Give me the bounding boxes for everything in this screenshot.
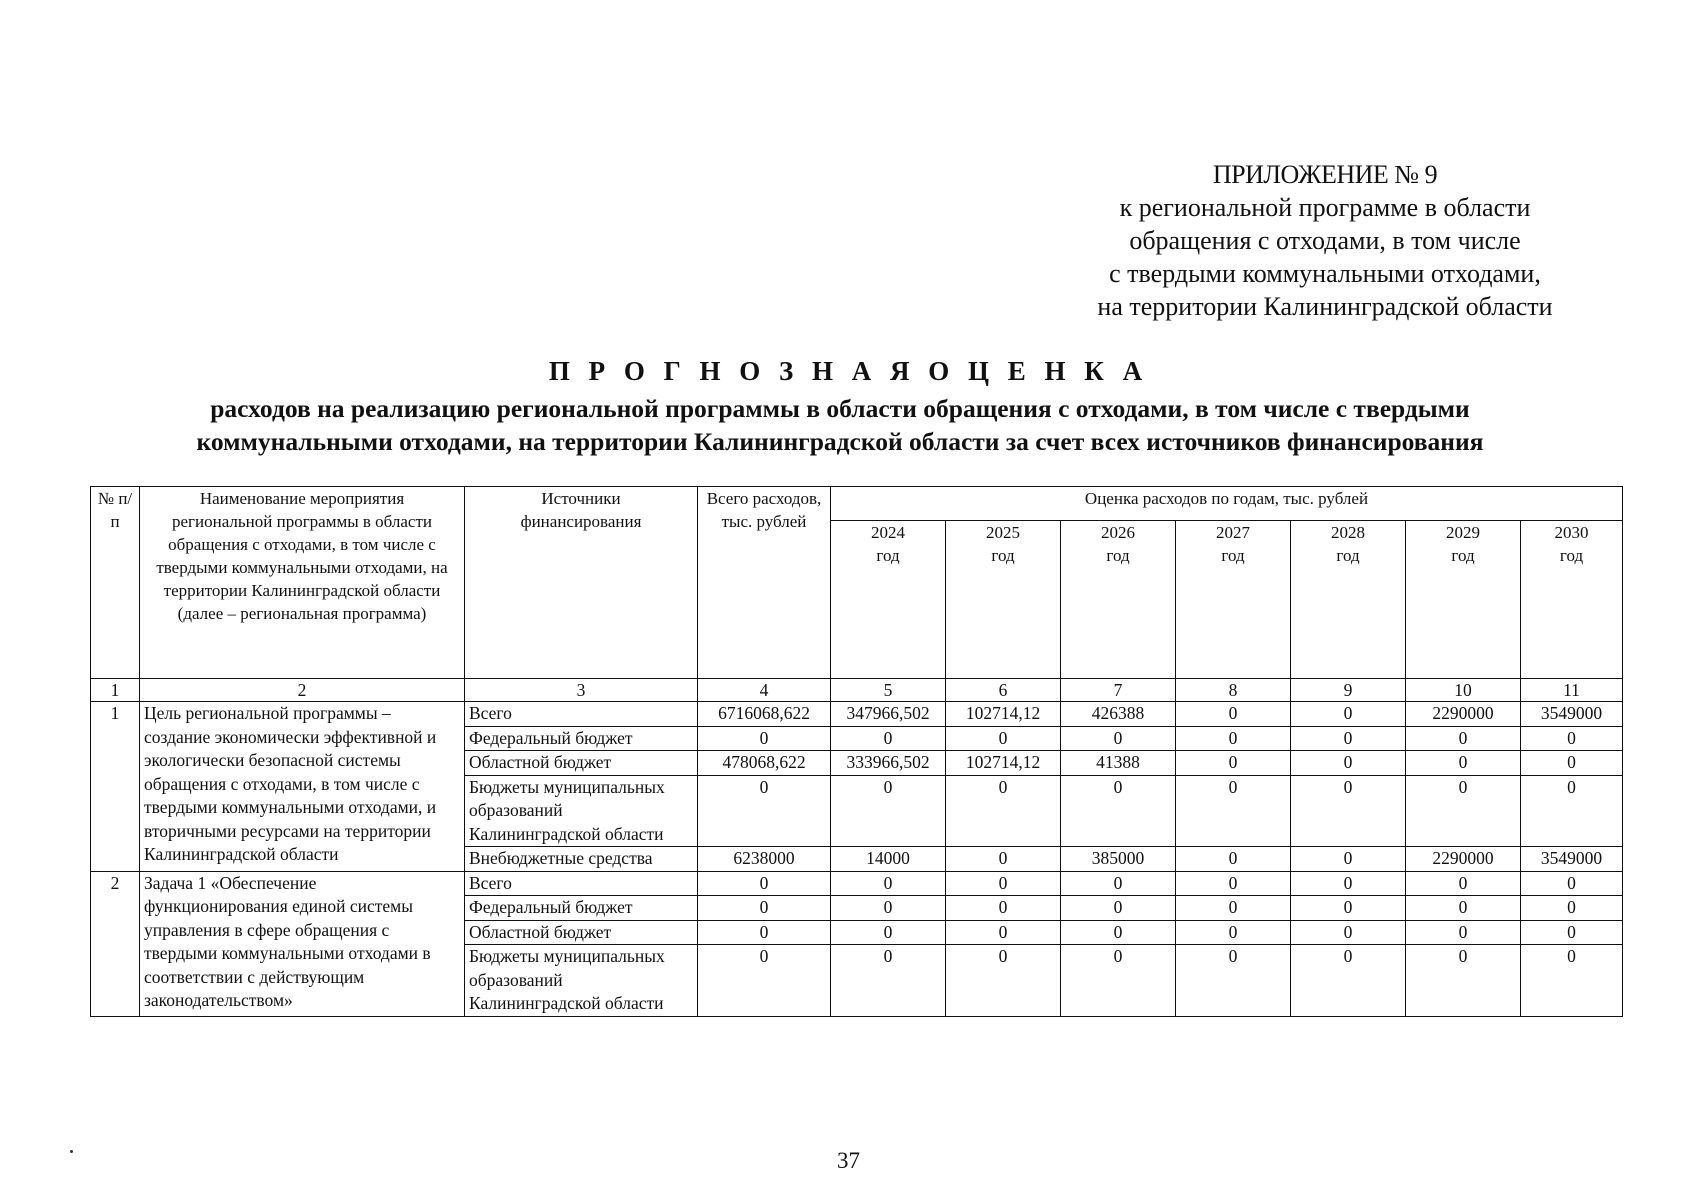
year-value: 0 bbox=[1291, 726, 1406, 751]
year-value: 0 bbox=[1521, 896, 1623, 921]
header-year-2029: 2029 год bbox=[1406, 521, 1521, 679]
appendix-line: на территории Калининградской области bbox=[1097, 292, 1553, 321]
year-value: 333966,502 bbox=[831, 751, 946, 776]
year-value: 3549000 bbox=[1521, 847, 1623, 872]
year-value: 0 bbox=[1061, 920, 1176, 945]
year-value: 0 bbox=[1521, 726, 1623, 751]
year-value: 0 bbox=[1406, 751, 1521, 776]
column-number: 11 bbox=[1521, 679, 1623, 702]
year-value: 14000 bbox=[831, 847, 946, 872]
header-year-2028: 2028 год bbox=[1291, 521, 1406, 679]
subtitle-line: расходов на реализацию региональной программы в области обращения с отходами, в том числе с твердыми bbox=[210, 394, 1470, 423]
year-value: 0 bbox=[1406, 896, 1521, 921]
year-value: 0 bbox=[1061, 726, 1176, 751]
subtitle-line: коммунальными отходами, на территории Калининградской области за счет всех источников финансирования bbox=[196, 427, 1484, 456]
document-subtitle bbox=[100, 392, 1580, 458]
year-value: 0 bbox=[1061, 945, 1176, 1017]
year-value: 0 bbox=[946, 871, 1061, 896]
funding-source: Федеральный бюджет bbox=[465, 726, 698, 751]
year-value: 426388 bbox=[1061, 702, 1176, 727]
column-number: 10 bbox=[1406, 679, 1521, 702]
year-value: 102714,12 bbox=[946, 702, 1061, 727]
table-row bbox=[91, 702, 1623, 727]
column-number: 1 bbox=[91, 679, 140, 702]
total-value: 0 bbox=[698, 896, 831, 921]
year-value: 385000 bbox=[1061, 847, 1176, 872]
year-value: 0 bbox=[1176, 775, 1291, 847]
activity-name: Задача 1 «Обеспечение функционирования единой системы управления в сфере обращения с твердыми коммунальными отходами в соответствии с действующим законодательством» bbox=[140, 871, 465, 1016]
total-value: 478068,622 bbox=[698, 751, 831, 776]
year-value: 0 bbox=[1521, 945, 1623, 1017]
header-no: № п/п bbox=[91, 487, 140, 679]
row-number: 1 bbox=[91, 702, 140, 872]
header-year-2026: 2026 год bbox=[1061, 521, 1176, 679]
column-number: 2 bbox=[140, 679, 465, 702]
year-value: 102714,12 bbox=[946, 751, 1061, 776]
table-row bbox=[91, 871, 1623, 896]
total-value: 6238000 bbox=[698, 847, 831, 872]
year-value: 0 bbox=[831, 896, 946, 921]
column-number: 8 bbox=[1176, 679, 1291, 702]
year-value: 0 bbox=[1291, 847, 1406, 872]
year-value: 0 bbox=[1291, 920, 1406, 945]
appendix-line: с твердыми коммунальными отходами, bbox=[1109, 259, 1541, 288]
year-value: 0 bbox=[1291, 702, 1406, 727]
total-value: 0 bbox=[698, 920, 831, 945]
funding-source: Областной бюджет bbox=[465, 751, 698, 776]
year-value: 0 bbox=[1176, 751, 1291, 776]
total-value: 6716068,622 bbox=[698, 702, 831, 727]
year-value: 347966,502 bbox=[831, 702, 946, 727]
year-value: 0 bbox=[946, 847, 1061, 872]
header-year-2025: 2025 год bbox=[946, 521, 1061, 679]
year-value: 0 bbox=[946, 920, 1061, 945]
column-number: 6 bbox=[946, 679, 1061, 702]
year-value: 0 bbox=[831, 726, 946, 751]
year-value: 0 bbox=[831, 920, 946, 945]
appendix-title: ПРИЛОЖЕНИЕ № 9 bbox=[1212, 160, 1438, 189]
total-value: 0 bbox=[698, 726, 831, 751]
activity-name: Цель региональной программы – создание экономически эффективной и экологически безопасной системы обращения с отходами, в том числе с твердыми коммунальными отходами, и вторичными ресурсами на территории Калининградской области bbox=[140, 702, 465, 872]
funding-source: Всего bbox=[465, 871, 698, 896]
funding-source: Областной бюджет bbox=[465, 920, 698, 945]
year-value: 0 bbox=[831, 871, 946, 896]
year-value: 41388 bbox=[1061, 751, 1176, 776]
year-value: 0 bbox=[1406, 920, 1521, 945]
column-number: 5 bbox=[831, 679, 946, 702]
year-value: 0 bbox=[831, 775, 946, 847]
column-number: 3 bbox=[465, 679, 698, 702]
column-number: 4 bbox=[698, 679, 831, 702]
header-by-year: Оценка расходов по годам, тыс. рублей bbox=[831, 487, 1623, 521]
year-value: 0 bbox=[1291, 945, 1406, 1017]
page-number: 37 bbox=[837, 1148, 860, 1173]
appendix-line: к региональной программе в области bbox=[1119, 193, 1531, 222]
appendix-header bbox=[1000, 158, 1650, 323]
year-value: 0 bbox=[946, 775, 1061, 847]
year-value: 0 bbox=[1061, 775, 1176, 847]
column-number: 7 bbox=[1061, 679, 1176, 702]
year-value: 0 bbox=[1521, 751, 1623, 776]
year-value: 0 bbox=[1176, 847, 1291, 872]
header-name: Наименование мероприятия региональной программы в области обращения с отходами, в том числе с твердыми коммунальными отходами, на территории Калининградской области (далее – региональная программа) bbox=[140, 487, 465, 679]
year-value: 0 bbox=[1061, 896, 1176, 921]
funding-source: Всего bbox=[465, 702, 698, 727]
header-year-2024: 2024 год bbox=[831, 521, 946, 679]
funding-source: Внебюджетные средства bbox=[465, 847, 698, 872]
funding-source: Бюджеты муниципальных образований Калининградской области bbox=[465, 945, 698, 1017]
year-value: 0 bbox=[1521, 920, 1623, 945]
year-value: 0 bbox=[1291, 775, 1406, 847]
header-year-2030: 2030 год bbox=[1521, 521, 1623, 679]
funding-source: Федеральный бюджет bbox=[465, 896, 698, 921]
document-title: П Р О Г Н О З Н А Я О Ц Е Н К А bbox=[548, 356, 1149, 386]
total-value: 0 bbox=[698, 871, 831, 896]
budget-table bbox=[90, 486, 1623, 1017]
year-value: 0 bbox=[1406, 775, 1521, 847]
row-number: 2 bbox=[91, 871, 140, 1016]
header-source: Источники финансирования bbox=[465, 487, 698, 679]
year-value: 0 bbox=[1406, 871, 1521, 896]
year-value: 0 bbox=[1176, 726, 1291, 751]
total-value: 0 bbox=[698, 945, 831, 1017]
column-numbers-row bbox=[91, 679, 1623, 702]
year-value: 0 bbox=[1176, 920, 1291, 945]
year-value: 0 bbox=[831, 945, 946, 1017]
year-value: 0 bbox=[1176, 702, 1291, 727]
year-value: 0 bbox=[946, 945, 1061, 1017]
year-value: 0 bbox=[946, 896, 1061, 921]
year-value: 0 bbox=[1061, 871, 1176, 896]
year-value: 0 bbox=[1176, 896, 1291, 921]
year-value: 0 bbox=[1521, 775, 1623, 847]
year-value: 0 bbox=[1406, 945, 1521, 1017]
year-value: 0 bbox=[946, 726, 1061, 751]
year-value: 0 bbox=[1291, 871, 1406, 896]
column-number: 9 bbox=[1291, 679, 1406, 702]
appendix-line: обращения с отходами, в том числе bbox=[1129, 226, 1521, 255]
year-value: 0 bbox=[1521, 871, 1623, 896]
year-value: 0 bbox=[1291, 751, 1406, 776]
funding-source: Бюджеты муниципальных образований Калининградской области bbox=[465, 775, 698, 847]
year-value: 2290000 bbox=[1406, 847, 1521, 872]
year-value: 0 bbox=[1176, 945, 1291, 1017]
header-year-2027: 2027 год bbox=[1176, 521, 1291, 679]
year-value: 2290000 bbox=[1406, 702, 1521, 727]
header-total: Всего расходов, тыс. рублей bbox=[698, 487, 831, 679]
year-value: 0 bbox=[1406, 726, 1521, 751]
year-value: 3549000 bbox=[1521, 702, 1623, 727]
total-value: 0 bbox=[698, 775, 831, 847]
year-value: 0 bbox=[1176, 871, 1291, 896]
year-value: 0 bbox=[1291, 896, 1406, 921]
